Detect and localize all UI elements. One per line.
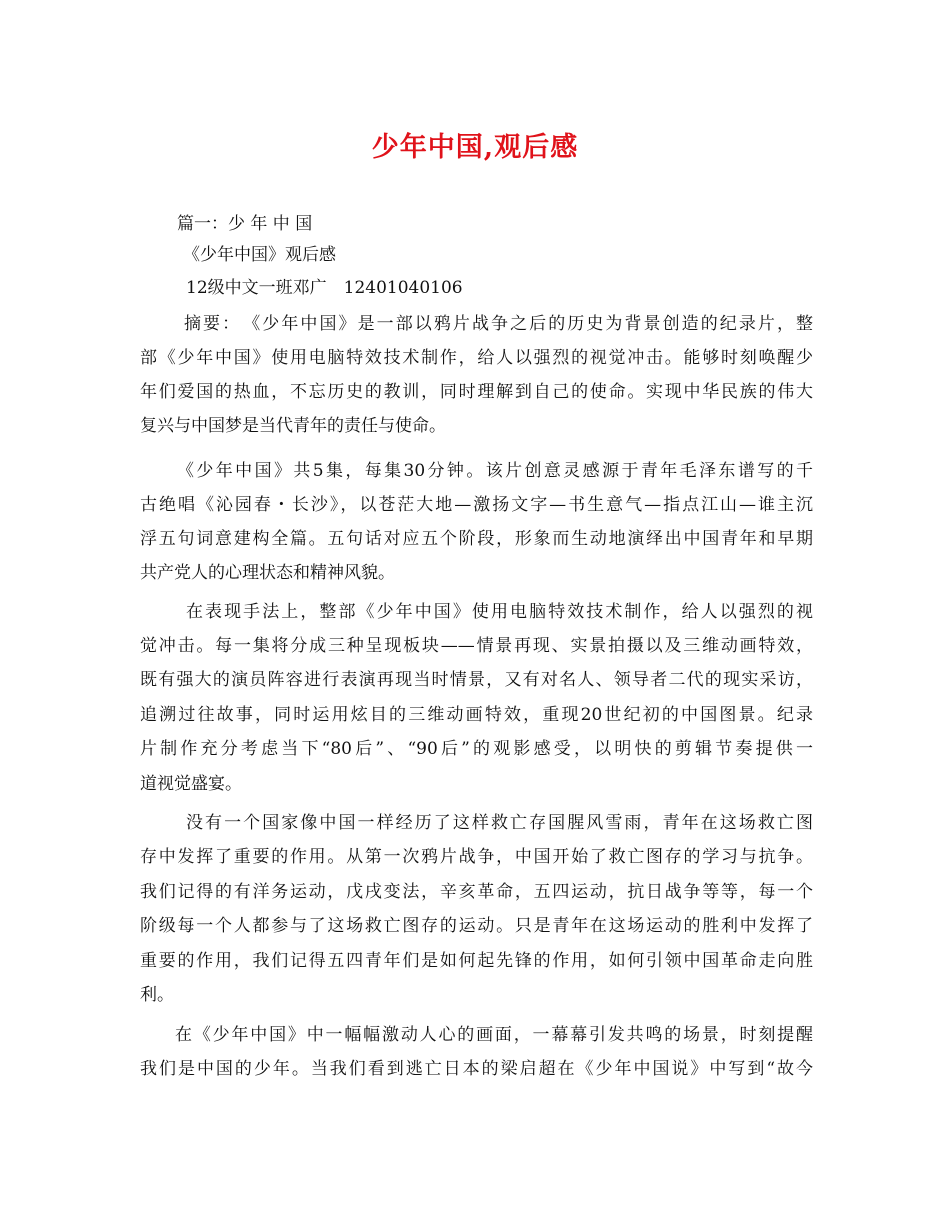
paragraph-line: 重要的作用，我们记得五四青年们是如何起先锋的作用，如何引领中国革命走向胜 (140, 951, 813, 971)
paragraph-line: 在《少年中国》中一幅幅激动人心的画面，一幕幕引发共鸣的场景，时刻提醒 (175, 1025, 813, 1045)
paragraph-line: 摘要： 《少年中国》是一部以鸦片战争之后的历史为背景创造的纪录片，整 (184, 314, 813, 334)
paragraph-line: 浮五句词意建构全篇。五句话对应五个阶段，形象而生动地演绎出中国青年和早期 (140, 529, 813, 549)
paragraph-line: 年们爱国的热血，不忘历史的教训，同时理解到自己的使命。实现中华民族的伟大 (140, 382, 813, 402)
author-line: 12级中文一班邓广 12401040106 (186, 278, 463, 298)
paragraph-line: 复兴与中国梦是当代青年的责任与使命。 (140, 416, 446, 436)
subtitle: 《少年中国》观后感 (183, 245, 336, 265)
paragraph-line: 阶级每一个人都参与了这场救亡图存的运动。只是青年在这场运动的胜利中发挥了 (140, 916, 813, 936)
paragraph-line: 古绝唱《沁园春・长沙》，以苍茫大地—激扬文字—书生意气—指点江山—谁主沉 (140, 495, 813, 515)
section-heading: 篇一：少 年 中 国 (177, 214, 313, 234)
paragraph-line: 我们是中国的少年。当我们看到逃亡日本的梁启超在《少年中国说》中写到“故今 (140, 1059, 813, 1079)
paragraph-line: 既有强大的演员阵容进行表演再现当时情景，又有对名人、领导者二代的现实采访， (140, 670, 813, 690)
document-title: 少年中国,观后感 (371, 132, 579, 163)
paragraph-line: 利。 (140, 985, 174, 1005)
paragraph-line: 追溯过往故事，同时运用炫目的三维动画特效，重现20世纪初的中国图景。纪录 (140, 705, 813, 725)
paragraph-line: 《少年中国》共5集，每集30分钟。该片创意灵感源于青年毛泽东谱写的千 (177, 461, 813, 481)
paragraph-line: 道视觉盛宴。 (140, 774, 242, 794)
paragraph-line: 觉冲击。每一集将分成三种呈现板块——情景再现、实景拍摄以及三维动画特效， (140, 636, 813, 656)
paragraph-line: 我们记得的有洋务运动，戊戌变法，辛亥革命，五四运动，抗日战争等等，每一个 (140, 882, 813, 902)
paragraph-line: 共产党人的心理状态和精神风貌。 (140, 563, 395, 583)
paragraph-line: 部《少年中国》使用电脑特效技术制作，给人以强烈的视觉冲击。能够时刻唤醒少 (140, 348, 813, 368)
paragraph-line: 片制作充分考虑当下“80后”、“90后”的观影感受，以明快的剪辑节奏提供一 (140, 739, 813, 759)
paragraph-line: 在表现手法上，整部《少年中国》使用电脑特效技术制作，给人以强烈的视 (186, 602, 813, 622)
paragraph-line: 存中发挥了重要的作用。从第一次鸦片战争，中国开始了救亡图存的学习与抗争。 (140, 847, 813, 867)
paragraph-line: 没有一个国家像中国一样经历了这样救亡存国腥风雪雨，青年在这场救亡图 (186, 813, 813, 833)
